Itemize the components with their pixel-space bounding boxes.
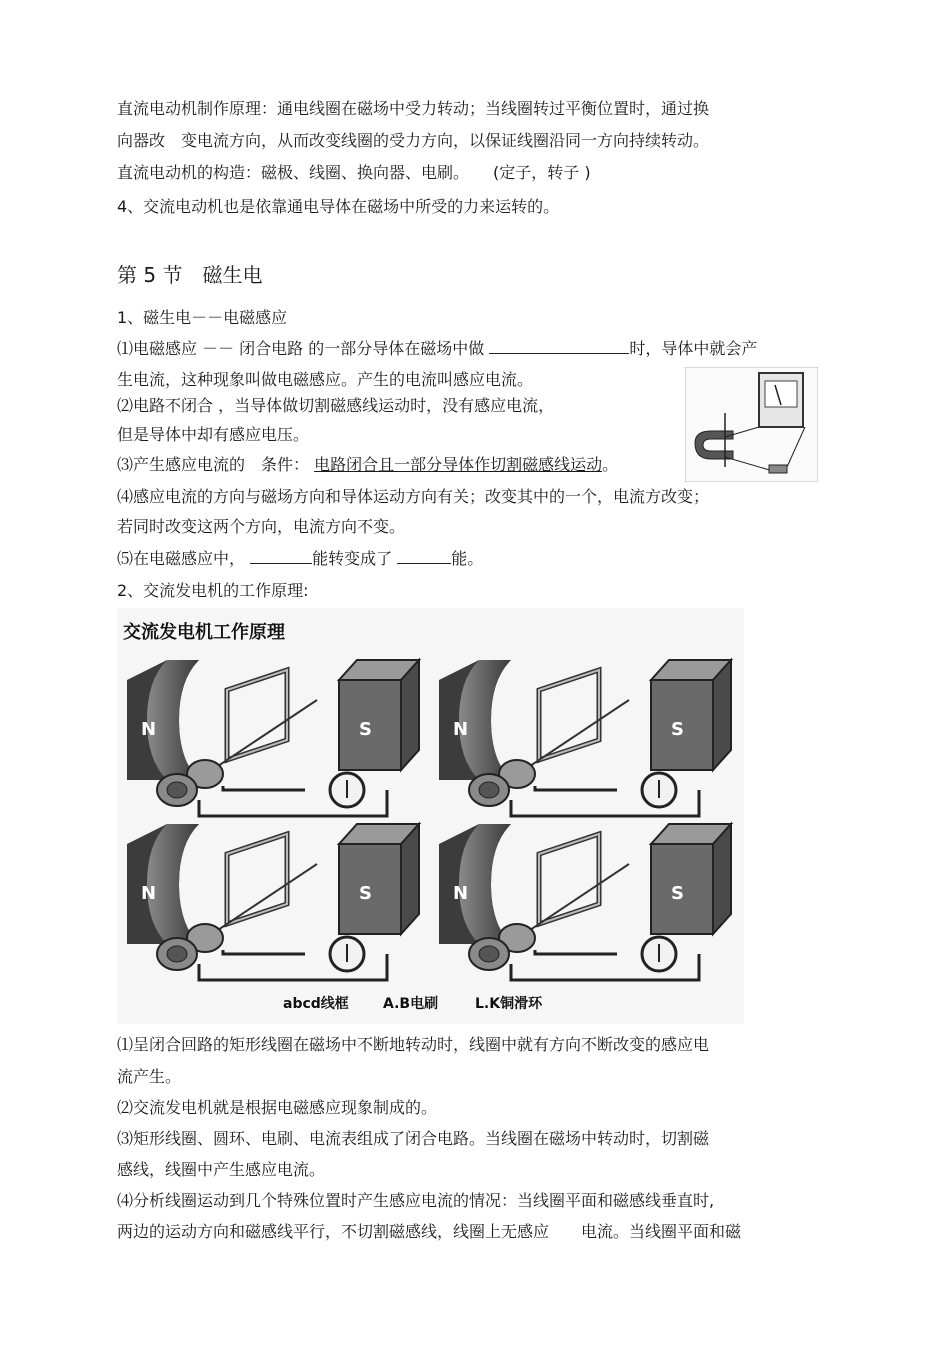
caption-coil: abcd线框 [283, 996, 349, 1012]
fill-blank [489, 337, 629, 354]
fill-blank [250, 547, 312, 564]
paragraph-line: 直流电动机制作原理：通电线圈在磁场中受力转动；当线圈转过平衡位置时，通过换 [117, 99, 710, 118]
diagram-title: 交流发电机工作原理 [123, 622, 285, 643]
generator-panel-3 [127, 824, 419, 980]
text: 能。 [451, 549, 484, 568]
pole-s-label: S [671, 883, 684, 904]
paragraph-line: 生电流，这种现象叫做电磁感应。产生的电流叫感应电流。 [117, 370, 534, 389]
induction-apparatus-photo [685, 367, 818, 482]
paragraph-line [117, 547, 483, 570]
pole-s-label: S [671, 719, 684, 740]
pole-s-label: S [359, 883, 372, 904]
generator-panel-1 [127, 660, 419, 816]
generator-panel-2 [439, 660, 731, 816]
paragraph-line: ⑵交流发电机就是根据电磁感应现象制成的。 [117, 1098, 438, 1117]
paragraph-line: ⑶矩形线圈、圆环、电刷、电流表组成了闭合电路。当线圈在磁场中转动时，切割磁 [117, 1129, 710, 1148]
generator-panel-4 [439, 824, 731, 980]
paragraph-line: 感线，线圈中产生感应电流。 [117, 1160, 326, 1179]
section-heading: 第 5 节 磁生电 [117, 263, 263, 287]
paragraph-line: ⑷感应电流的方向与磁场方向和导体运动方向有关；改变其中的一个，电流方改变； [117, 487, 710, 506]
subheading: 2、交流发电机的工作原理: [117, 581, 309, 600]
paragraph-line [117, 337, 757, 360]
paragraph-line: 若同时改变这两个方向，电流方向不变。 [117, 517, 406, 536]
ac-generator-diagram [117, 608, 744, 1024]
text: 能转变成了 [312, 549, 393, 568]
caption-ring: L.K铜滑环 [475, 996, 543, 1012]
text: ⑶产生感应电流的 条件： [117, 455, 310, 474]
pole-n-label: N [453, 719, 469, 740]
underlined-text: 电路闭合且一部分导体作切割磁感线运动 [314, 455, 603, 474]
caption-brush: A.B电刷 [383, 996, 439, 1012]
text: 。 [602, 455, 619, 474]
paragraph-line: 但是导体中却有感应电压。 [117, 425, 310, 444]
pole-n-label: N [141, 883, 157, 904]
fill-blank [397, 547, 451, 564]
paragraph-line: 两边的运动方向和磁感线平行，不切割磁感线，线圈上无感应 电流。当线圈平面和磁 [117, 1222, 742, 1241]
text: ⑴电磁感应 －－ 闭合电路 的一部分导体在磁场中做 [117, 339, 485, 358]
pole-n-label: N [141, 719, 157, 740]
paragraph-line: ⑵电路不闭合 ，当导体做切割磁感线运动时，没有感应电流， [117, 396, 555, 415]
paragraph-line: ⑷分析线圈运动到几个特殊位置时产生感应电流的情况：当线圈平面和磁感线垂直时, [117, 1191, 715, 1210]
paragraph-line: 流产生。 [117, 1067, 182, 1086]
paragraph-line: 向器改 变电流方向，从而改变线圈的受力方向，以保证线圈沿同一方向持续转动。 [117, 131, 710, 150]
paragraph-line [117, 454, 618, 476]
paragraph-line: 4、交流电动机也是依靠通电导体在磁场中所受的力来运转的。 [117, 197, 560, 216]
subheading: 1、磁生电－－电磁感应 [117, 308, 288, 327]
paragraph-line: ⑴呈闭合回路的矩形线圈在磁场中不断地转动时，线圈中就有方向不断改变的感应电 [117, 1035, 710, 1054]
pole-s-label: S [359, 719, 372, 740]
paragraph-line: 直流电动机的构造：磁极、线圈、换向器、电刷。 (定子，转子 ) [117, 163, 591, 182]
pole-n-label: N [453, 883, 469, 904]
text: ⑸在电磁感应中， [117, 549, 246, 568]
text: 时，导体中就会产 [629, 339, 758, 358]
